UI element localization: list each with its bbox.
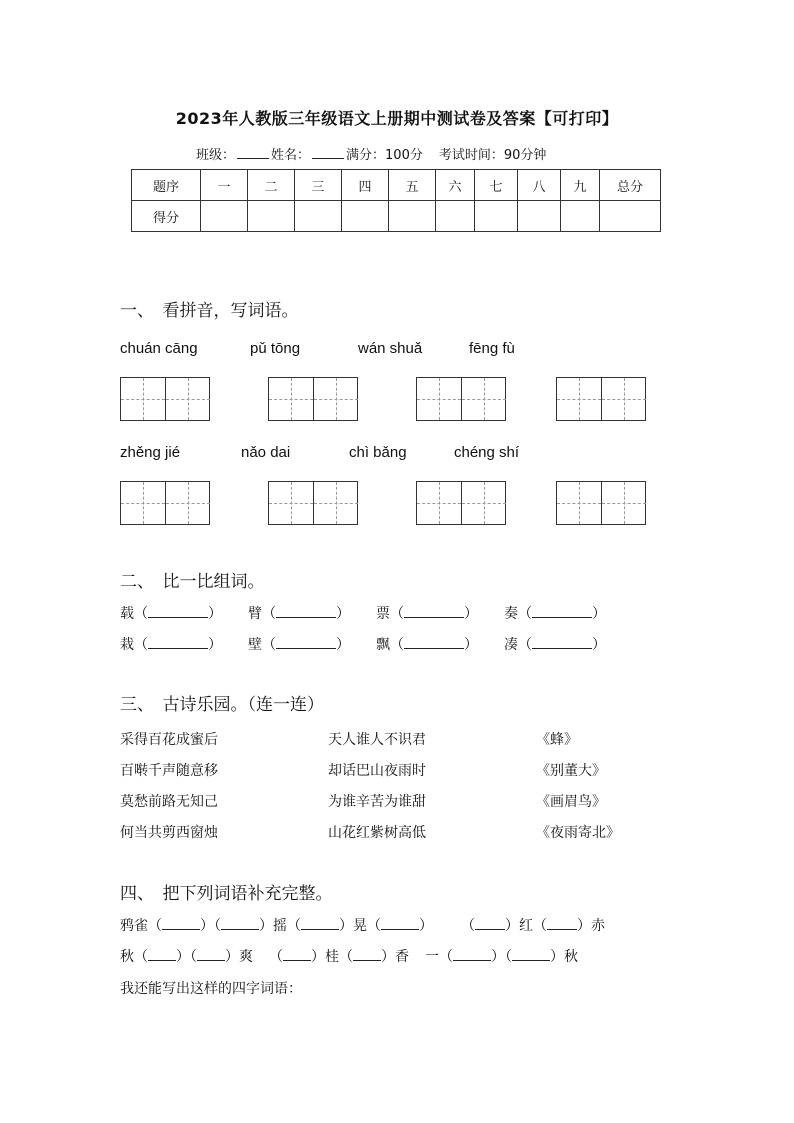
poem-title: 《别董大》 [536,763,606,779]
header-cell: 八 [518,170,561,201]
section2-title: 二、 比一比组词。 [120,572,265,592]
compare-item: 票（ ） [376,606,478,622]
char-grid[interactable] [556,377,646,421]
answer-blank[interactable] [148,948,176,961]
answer-blank[interactable] [148,605,208,618]
answer-blank[interactable] [547,917,577,930]
score-table [131,169,661,232]
pinyin: nǎo dai [241,444,291,461]
score-row [132,201,661,232]
header-cell: 三 [295,170,342,201]
score-cell[interactable] [436,201,475,232]
header-cell: 四 [342,170,389,201]
pinyin: zhěng jié [120,444,181,461]
char-grid[interactable] [268,377,358,421]
class-label: 班级： [196,148,236,163]
score-cell[interactable] [518,201,561,232]
section3-title: 三、 古诗乐园。（连一连） [120,695,324,715]
idiom-row-1: 鸦雀（ ）（ ）摇（ ）晃（ ） （ ）红（ ）赤 [120,918,605,934]
compare-item: 栽（ ） [120,637,222,653]
class-blank[interactable] [237,146,269,159]
compare-item: 飘（ ） [376,637,478,653]
header-cell: 总分 [600,170,661,201]
char-grid[interactable] [416,377,506,421]
poem-line: 莫愁前路无知己 [120,794,218,810]
poem-title: 《画眉鸟》 [536,794,606,810]
answer-blank[interactable] [512,948,550,961]
header-cell: 题序 [132,170,201,201]
section1-title: 一、 看拼音，写词语。 [120,301,299,321]
answer-blank[interactable] [475,917,505,930]
poem-line: 采得百花成蜜后 [120,732,218,748]
answer-blank[interactable] [532,605,592,618]
score-cell[interactable] [600,201,661,232]
exam-time: 考试时间：90分钟 [438,148,547,163]
pinyin: pǔ tōng [250,340,301,357]
char-grid[interactable] [556,481,646,525]
answer-blank[interactable] [276,605,336,618]
answer-blank[interactable] [301,917,339,930]
answer-blank[interactable] [381,917,419,930]
score-cell[interactable] [389,201,436,232]
compare-item: 壁（ ） [248,637,350,653]
char-grid[interactable] [120,481,210,525]
poem-title: 《蜂》 [536,732,578,748]
score-cell[interactable] [561,201,600,232]
score-cell[interactable] [201,201,248,232]
name-label: 姓名： [271,148,311,163]
answer-blank[interactable] [283,948,311,961]
exam-info [196,144,546,163]
pinyin: chéng shí [454,444,520,461]
poem-line: 百啭千声随意移 [120,763,218,779]
pinyin: wán shuǎ [358,340,423,357]
poem-line: 天人谁人不识君 [328,732,426,748]
answer-blank[interactable] [353,948,381,961]
answer-blank[interactable] [532,636,592,649]
extra-prompt: 我还能写出这样的四字词语： [120,981,302,997]
pinyin: chuán cāng [120,340,198,357]
compare-item: 凑（ ） [504,637,606,653]
header-cell: 九 [561,170,600,201]
idiom-row-2: 秋（ ）（ ）爽 （ ）桂（ ）香 一（ ）（ ）秋 [120,949,578,965]
char-grid[interactable] [268,481,358,525]
compare-item: 奏（ ） [504,606,606,622]
score-header-row [132,170,661,201]
score-cell[interactable] [342,201,389,232]
answer-blank[interactable] [197,948,225,961]
page-title: 2023年人教版三年级语文上册期中测试卷及答案【可打印】 [175,109,619,128]
header-cell: 二 [248,170,295,201]
answer-blank[interactable] [221,917,259,930]
name-blank[interactable] [312,146,344,159]
header-cell: 一 [201,170,248,201]
header-cell: 五 [389,170,436,201]
pinyin: fēng fù [469,340,515,357]
header-cell: 六 [436,170,475,201]
score-cell[interactable] [295,201,342,232]
char-grid[interactable] [416,481,506,525]
answer-blank[interactable] [404,605,464,618]
poem-line: 为谁辛苦为谁甜 [328,794,426,810]
answer-blank[interactable] [453,948,491,961]
section4-title: 四、 把下列词语补充完整。 [120,884,333,904]
compare-item: 载（ ） [120,606,222,622]
compare-item: 臂（ ） [248,606,350,622]
header-cell: 七 [475,170,518,201]
answer-blank[interactable] [404,636,464,649]
poem-line: 山花红紫树高低 [328,825,426,841]
char-grid[interactable] [120,377,210,421]
answer-blank[interactable] [148,636,208,649]
answer-blank[interactable] [276,636,336,649]
answer-blank[interactable] [162,917,200,930]
pinyin: chì bǎng [349,444,407,461]
poem-line: 何当共剪西窗烛 [120,825,218,841]
poem-line: 却话巴山夜雨时 [328,763,426,779]
poem-title: 《夜雨寄北》 [536,825,620,841]
score-cell[interactable] [475,201,518,232]
score-cell[interactable] [248,201,295,232]
full-score: 满分：100分 [346,148,423,163]
score-row-label: 得分 [132,201,201,232]
